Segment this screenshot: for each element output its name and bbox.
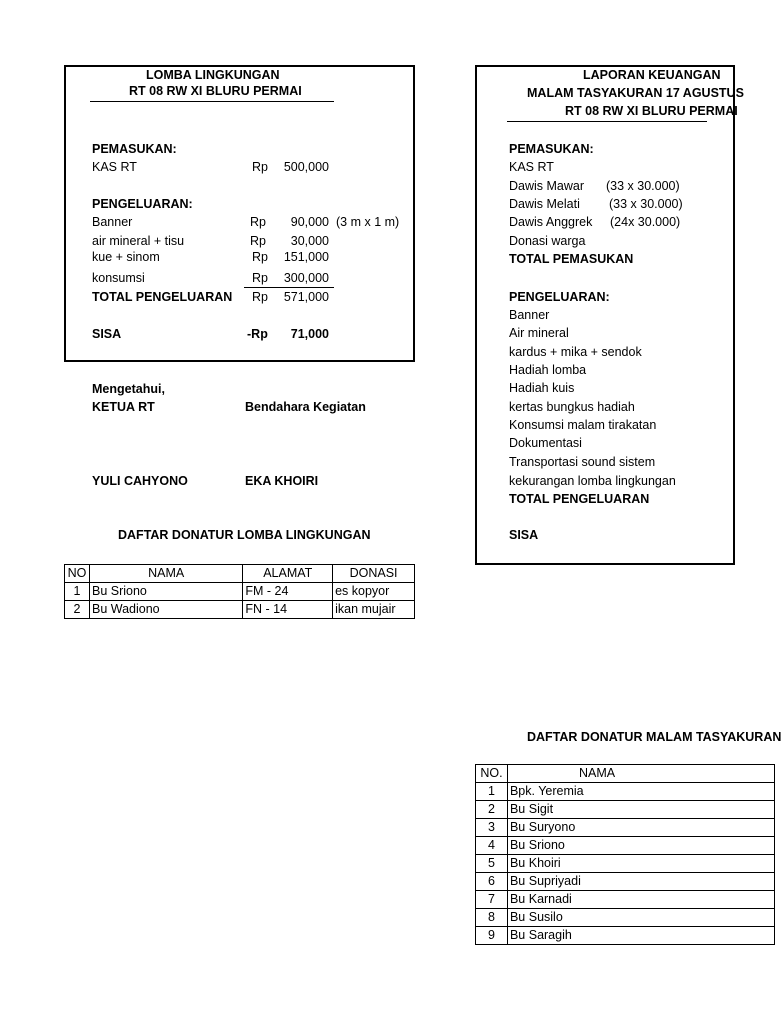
right-expense-heading: PENGELUARAN: [509, 290, 610, 304]
table-row [476, 927, 775, 945]
right-expense-item: Dokumentasi [509, 436, 582, 450]
table-row [476, 801, 775, 819]
left-expense-note: (3 m x 1 m) [336, 215, 400, 229]
table-row [476, 837, 775, 855]
right-expense-item: kardus + mika + sendok [509, 345, 642, 359]
left-expense-currency: Rp [252, 250, 268, 264]
table-row [476, 873, 775, 891]
left-sisa-currency: -Rp [247, 327, 268, 341]
left-expense-label: kue + sinom [92, 250, 160, 264]
mengetahui-label: Mengetahui, [92, 382, 165, 396]
cell-nama: Bu Suryono [507, 819, 774, 837]
col-header-no: NO. [476, 765, 508, 783]
table-row [476, 819, 775, 837]
right-title-underline [507, 121, 707, 122]
right-income-label: KAS RT [509, 160, 554, 174]
right-expense-item: Konsumsi malam tirakatan [509, 418, 657, 432]
left-kas-rt-label: KAS RT [92, 160, 137, 174]
cell-nama: Bu Sriono [89, 583, 242, 601]
right-sisa-label: SISA [509, 528, 539, 542]
cell-no: 6 [476, 873, 508, 891]
left-expense-heading: PENGELUARAN: [92, 197, 193, 211]
col-header-no: NO [65, 565, 90, 583]
cell-nama: Bu Saragih [507, 927, 774, 945]
left-donors-title: DAFTAR DONATUR LOMBA LINGKUNGAN [118, 528, 371, 542]
right-expense-item: Air mineral [509, 326, 569, 340]
right-report-title-3: RT 08 RW XI BLURU PERMAI [565, 104, 738, 118]
cell-no: 3 [476, 819, 508, 837]
left-expense-amount: 90,000 [290, 215, 329, 229]
table-row [476, 855, 775, 873]
bendahara-name: EKA KHOIRI [245, 474, 319, 488]
left-sisa-label: SISA [92, 327, 122, 341]
cell-donasi: es kopyor [333, 583, 415, 601]
table-row [476, 909, 775, 927]
cell-nama: Bu Sigit [507, 801, 774, 819]
cell-no: 8 [476, 909, 508, 927]
left-total-currency: Rp [252, 290, 268, 304]
right-donors-title: DAFTAR DONATUR MALAM TASYAKURAN [527, 730, 781, 744]
col-header-nama: NAMA [89, 565, 242, 583]
right-income-note: (33 x 30.000) [609, 197, 683, 211]
cell-nama: Bpk. Yeremia [507, 783, 774, 801]
left-income-heading: PEMASUKAN: [92, 142, 177, 156]
right-expense-item: kertas bungkus hadiah [509, 400, 635, 414]
right-total-income-label: TOTAL PEMASUKAN [509, 252, 634, 266]
left-expense-currency: Rp [250, 234, 266, 248]
ketua-rt-name: YULI CAHYONO [92, 474, 188, 488]
col-header-donasi: DONASI [333, 565, 415, 583]
right-income-label: Dawis Anggrek [509, 215, 593, 229]
left-expense-label: air mineral + tisu [92, 234, 185, 248]
left-expense-amount: 300,000 [283, 271, 329, 285]
table-header-row [476, 765, 775, 783]
bendahara-label: Bendahara Kegiatan [245, 400, 366, 414]
left-total-label: TOTAL PENGELUARAN [92, 290, 233, 304]
cell-no: 5 [476, 855, 508, 873]
cell-no: 9 [476, 927, 508, 945]
right-income-heading: PEMASUKAN: [509, 142, 594, 156]
cell-no: 7 [476, 891, 508, 909]
cell-no: 1 [65, 583, 90, 601]
left-expense-amount: 151,000 [283, 250, 329, 264]
cell-nama: Bu Khoiri [507, 855, 774, 873]
cell-nama: Bu Susilo [507, 909, 774, 927]
cell-nama: Bu Supriyadi [507, 873, 774, 891]
right-income-label: Dawis Melati [509, 197, 580, 211]
col-header-nama: NAMA [507, 765, 774, 783]
left-sisa-amount: 71,000 [290, 327, 329, 341]
left-expense-label: konsumsi [92, 271, 145, 285]
cell-donasi: ikan mujair [333, 601, 415, 619]
cell-nama: Bu Sriono [507, 837, 774, 855]
cell-nama: Bu Wadiono [89, 601, 242, 619]
left-kas-rt-currency: Rp [252, 160, 268, 174]
left-total-amount: 571,000 [283, 290, 329, 304]
cell-nama: Bu Karnadi [507, 891, 774, 909]
cell-no: 1 [476, 783, 508, 801]
right-income-label: Donasi warga [509, 234, 586, 248]
col-header-alamat: ALAMAT [243, 565, 333, 583]
right-income-note: (24x 30.000) [610, 215, 681, 229]
right-income-note: (33 x 30.000) [606, 179, 680, 193]
left-expense-currency: Rp [250, 215, 266, 229]
right-expense-item: Hadiah kuis [509, 381, 575, 395]
table-row [476, 891, 775, 909]
left-report-title-2: RT 08 RW XI BLURU PERMAI [129, 84, 302, 98]
table-row [476, 783, 775, 801]
right-report-title-1: LAPORAN KEUANGAN [583, 68, 721, 82]
right-donors-table [475, 764, 775, 945]
left-expense-currency: Rp [252, 271, 268, 285]
left-report-title-1: LOMBA LINGKUNGAN [146, 68, 280, 82]
cell-alamat: FN - 14 [243, 601, 333, 619]
cell-alamat: FM - 24 [243, 583, 333, 601]
right-income-label: Dawis Mawar [509, 179, 585, 193]
left-expense-amount: 30,000 [290, 234, 329, 248]
right-report-title-2: MALAM TASYAKURAN 17 AGUSTUS [527, 86, 744, 100]
cell-no: 2 [476, 801, 508, 819]
left-expense-label: Banner [92, 215, 133, 229]
right-expense-item: Banner [509, 308, 550, 322]
right-total-expense-label: TOTAL PENGELUARAN [509, 492, 650, 506]
cell-no: 4 [476, 837, 508, 855]
cell-no: 2 [65, 601, 90, 619]
right-expense-item: Transportasi sound sistem [509, 455, 656, 469]
left-kas-rt-amount: 500,000 [283, 160, 329, 174]
right-expense-item: Hadiah lomba [509, 363, 587, 377]
ketua-rt-label: KETUA RT [92, 400, 155, 414]
right-expense-item: kekurangan lomba lingkungan [509, 474, 676, 488]
